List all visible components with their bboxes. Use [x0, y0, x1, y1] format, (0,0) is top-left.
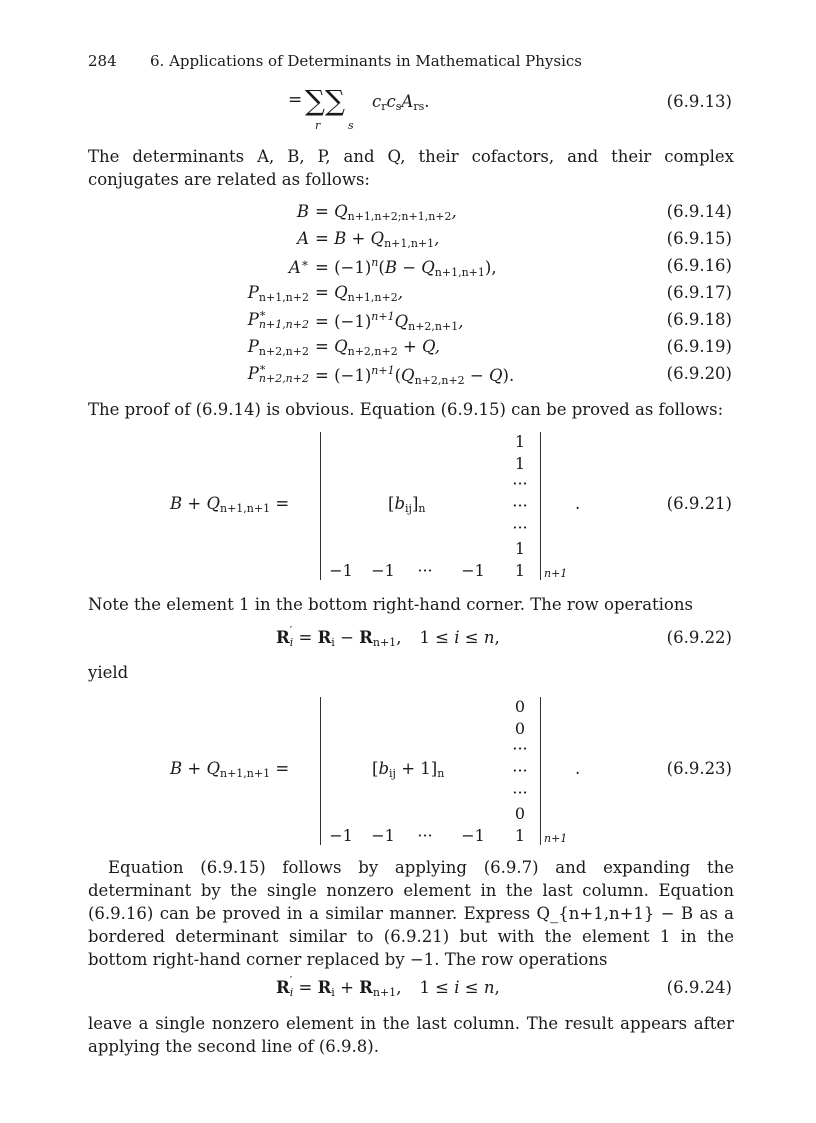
running-title: 6. Applications of Determinants in Mathematical Physics — [150, 52, 582, 70]
paragraph: The determinants A, B, P, and Q, their cofactors, and their complex conjugates are related as follows: — [88, 147, 734, 189]
paragraph: yield — [88, 663, 129, 682]
paragraph: The proof of (6.9.14) is obvious. Equation (6.9.15) can be proved as follows: — [88, 400, 724, 419]
page-number: 284 — [88, 52, 117, 70]
paragraph: Equation (6.9.15) follows by applying (6.9.7) and expanding the determinant by the single nonzero element in the last column. Equation (6.9.16) can be proved in a similar manner. Express Q_{n+1,n+1} − B as a bordered determinant similar to (6.9.21) but with the element 1 in the bottom right-hand corner replaced by −1. The row operations — [88, 858, 734, 969]
paragraph: Note the element 1 in the bottom right-hand corner. The row operations — [88, 595, 693, 614]
eq-label: (6.9.13) — [666, 92, 732, 111]
paragraph: leave a single nonzero element in the last column. The result appears after applying the second line of (6.9.8). — [88, 1014, 734, 1056]
